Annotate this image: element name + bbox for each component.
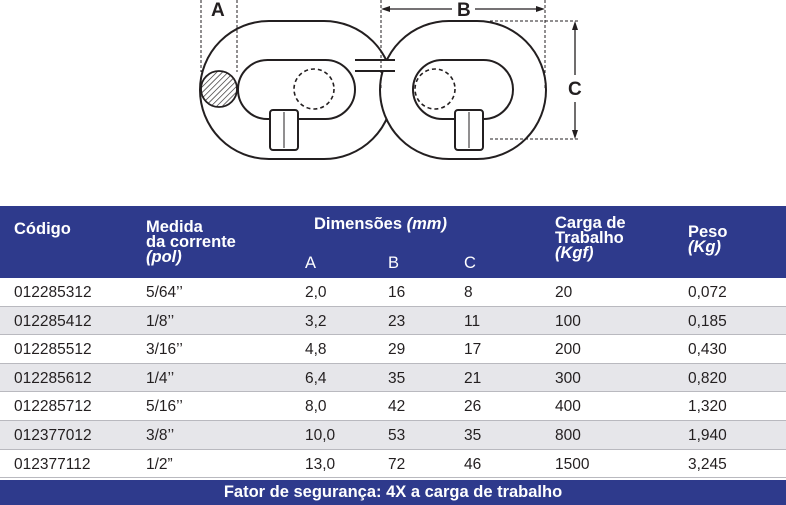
- chain-link-right: [380, 21, 546, 159]
- cell-c: 46: [464, 455, 482, 473]
- header-medida: Medida da corrente (pol): [146, 218, 236, 266]
- cell-b: 29: [388, 341, 406, 359]
- wire-section-icon: [201, 71, 237, 107]
- cell-c: 11: [464, 312, 481, 330]
- cell-b: 53: [388, 426, 406, 444]
- cell-peso: 3,245: [688, 455, 727, 473]
- table-row: [0, 364, 786, 393]
- table-row: [0, 421, 786, 450]
- cell-carga: 800: [555, 426, 581, 444]
- header-codigo: Código: [14, 220, 71, 238]
- cell-peso: 1,940: [688, 426, 727, 444]
- cell-c: 17: [464, 341, 482, 359]
- cell-peso: 0,820: [688, 369, 727, 387]
- table-row: [0, 335, 786, 364]
- cell-medida: 5/64’’: [146, 284, 183, 301]
- header-carga: Carga de Trabalho (Kgf): [555, 214, 626, 262]
- specs-table: [0, 206, 786, 478]
- cell-medida: 5/16’’: [146, 398, 183, 416]
- cell-codigo: 012285412: [14, 312, 92, 330]
- cell-codigo: 012285312: [14, 284, 92, 301]
- header-dim-a: A: [305, 254, 317, 272]
- cell-codigo: 012285712: [14, 398, 92, 416]
- cell-a: 6,4: [305, 369, 327, 387]
- cell-carga: 400: [555, 398, 581, 416]
- dimension-label-b: B: [457, 0, 471, 21]
- cell-peso: 0,185: [688, 312, 727, 330]
- cell-c: 21: [464, 369, 482, 387]
- cell-b: 72: [388, 455, 406, 473]
- cell-peso: 0,072: [688, 284, 727, 301]
- cell-carga: 100: [555, 312, 581, 330]
- header-dimensoes: Dimensões (mm): [314, 215, 447, 233]
- cell-carga: 300: [555, 369, 581, 387]
- header-peso: Peso (Kg): [688, 223, 728, 256]
- cell-codigo: 012377012: [14, 426, 92, 444]
- cell-codigo: 012377112: [14, 455, 91, 473]
- table-row: [0, 307, 786, 336]
- dimension-label-c: C: [568, 79, 582, 100]
- cell-c: 8: [464, 284, 473, 301]
- cell-codigo: 012285512: [14, 341, 92, 359]
- cell-peso: 1,320: [688, 398, 727, 416]
- cell-peso: 0,430: [688, 341, 727, 359]
- cell-codigo: 012285612: [14, 369, 92, 387]
- cell-a: 10,0: [305, 426, 336, 444]
- cell-a: 13,0: [305, 455, 336, 473]
- cell-b: 42: [388, 398, 406, 416]
- cell-a: 4,8: [305, 341, 327, 359]
- table-header: [0, 206, 786, 278]
- table-row: [0, 450, 786, 479]
- cell-carga: 1500: [555, 455, 590, 473]
- chain-link-diagram: [0, 0, 786, 205]
- cell-medida: 1/2”: [146, 455, 173, 473]
- cell-medida: 1/4’’: [146, 369, 175, 387]
- table-row: [0, 392, 786, 421]
- cell-a: 3,2: [305, 312, 327, 330]
- dimension-label-a: A: [211, 0, 225, 21]
- header-dim-b: B: [388, 254, 400, 272]
- table-row: [0, 278, 786, 307]
- cell-c: 35: [464, 426, 482, 444]
- cell-medida: 1/8’’: [146, 312, 175, 330]
- cell-b: 35: [388, 369, 406, 387]
- cell-b: 23: [388, 312, 406, 330]
- cell-medida: 3/8’’: [146, 426, 175, 444]
- table-body: [0, 278, 786, 478]
- cell-a: 2,0: [305, 284, 327, 301]
- safety-factor-footer: Fator de segurança: 4X a carga de trabalho: [0, 480, 786, 505]
- cell-carga: 20: [555, 284, 573, 301]
- cell-a: 8,0: [305, 398, 327, 416]
- cell-c: 26: [464, 398, 482, 416]
- cell-carga: 200: [555, 341, 581, 359]
- header-dim-c: C: [464, 254, 476, 272]
- cell-b: 16: [388, 284, 406, 301]
- cell-medida: 3/16’’: [146, 341, 183, 359]
